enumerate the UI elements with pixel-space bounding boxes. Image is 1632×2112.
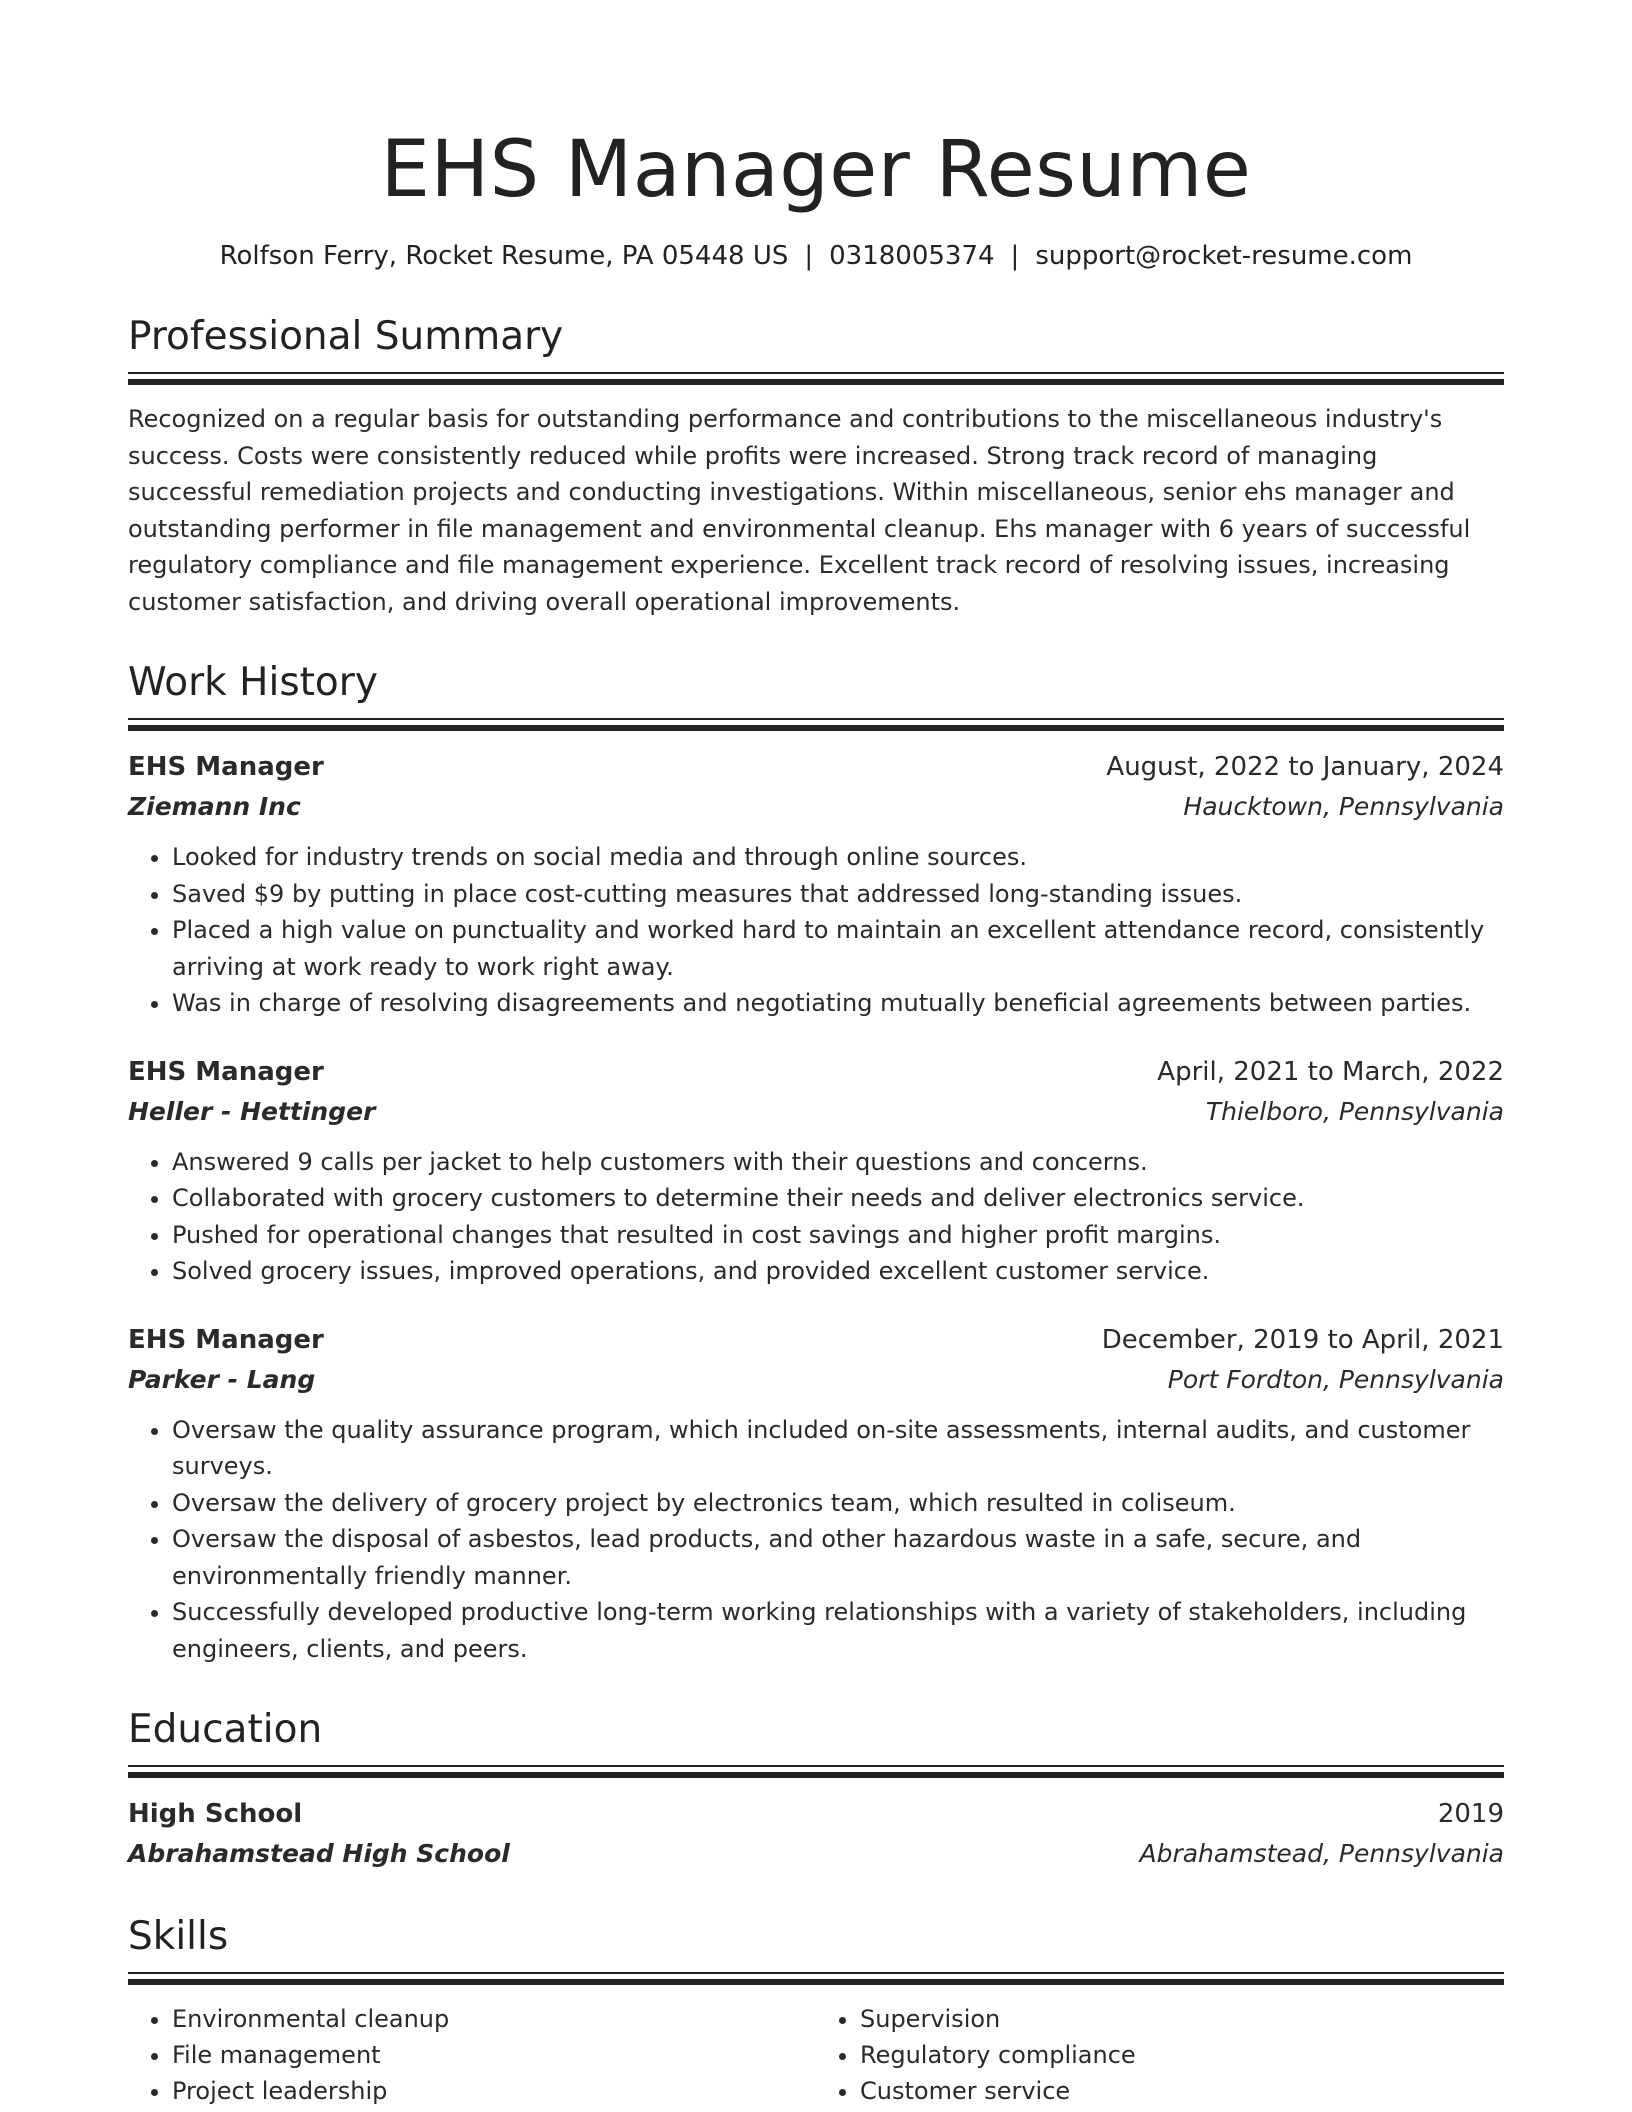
- education-location: Abrahamstead, Pennsylvania: [1139, 1839, 1504, 1868]
- contact-phone: 0318005374: [829, 241, 995, 271]
- job-company: Ziemann Inc: [128, 792, 301, 821]
- education-entry: [128, 1794, 1504, 1874]
- job-bullet: • Answered 9 calls per jacket to help customers with their questions and concerns.: [172, 1144, 1504, 1181]
- education-degree: High School: [128, 1799, 303, 1829]
- job-bullet: • Placed a high value on punctuality and worked hard to maintain an excellent attendance record, consistently arriving at work ready to work right away.: [172, 912, 1504, 985]
- skills-list: [128, 2001, 1504, 2109]
- job-dates: August, 2022 to January, 2024: [1106, 752, 1504, 782]
- skills-section: [128, 1912, 1504, 2109]
- job-bullets: [128, 1412, 1504, 1668]
- job-title: EHS Manager: [128, 752, 324, 782]
- job-dates: December, 2019 to April, 2021: [1101, 1324, 1504, 1355]
- job-bullets: [128, 1144, 1504, 1290]
- job-title: EHS Manager: [128, 1056, 324, 1087]
- job-bullet: • Collaborated with grocery customers to determine their needs and deliver electronics service.: [172, 1180, 1504, 1217]
- job-company: Heller - Hettinger: [128, 1096, 376, 1126]
- skill-item: • Supervision: [860, 2001, 1504, 2037]
- job-title: EHS Manager: [128, 1324, 324, 1355]
- job-location: Haucktown, Pennsylvania: [1183, 792, 1504, 821]
- job-bullet: • Pushed for operational changes that resulted in cost savings and higher profit margins.: [172, 1217, 1504, 1254]
- job-bullet: • Looked for industry trends on social media and through online sources.: [172, 839, 1504, 876]
- summary-text: Recognized on a regular basis for outstanding performance and contributions to the miscellaneous industry's success. Costs were consistently reduced while profits were increased. Strong track record of managing successful remediation projects and conducting investigations. Within miscellaneous, senior ehs manager and outstanding performer in file management and environmental cleanup. Ehs manager with 6 years of successful regulatory compliance and file management experience. Excellent track record of resolving issues, increasing customer satisfaction, and driving overall operational improvements.: [128, 405, 1471, 616]
- skill-item: • Customer service: [860, 2073, 1504, 2109]
- skills-column-right: [816, 2001, 1504, 2109]
- work-history-section: [128, 658, 1504, 1667]
- education-year: 2019: [1437, 1799, 1504, 1829]
- contact-address: Rolfson Ferry, Rocket Resume, PA 05448 US: [219, 241, 789, 271]
- job-location: Port Fordton, Pennsylvania: [1167, 1364, 1504, 1394]
- job-bullet: • Oversaw the delivery of grocery project by electronics team, which resulted in coliseum.: [172, 1485, 1504, 1522]
- skills-heading: Skills: [128, 1914, 229, 1959]
- job-entry: [128, 1320, 1504, 1668]
- education-section: [128, 1705, 1504, 1874]
- job-bullet: • Was in charge of resolving disagreements and negotiating mutually beneficial agreements between parties.: [172, 985, 1504, 1022]
- job-entry: [128, 747, 1504, 1022]
- job-bullet: • Saved $9 by putting in place cost-cutting measures that addressed long-standing issues.: [172, 876, 1504, 913]
- section-divider: [128, 718, 1504, 731]
- section-divider: [128, 372, 1504, 385]
- summary-section: [128, 312, 1504, 620]
- contact-line: [128, 238, 1504, 274]
- education-school: Abrahamstead High School: [128, 1839, 510, 1868]
- skill-item: • Project leadership: [172, 2073, 816, 2109]
- job-bullet: • Solved grocery issues, improved operations, and provided excellent customer service.: [172, 1253, 1504, 1290]
- job-company: Parker - Lang: [128, 1364, 316, 1394]
- job-entry: [128, 1052, 1504, 1290]
- job-bullet: • Oversaw the disposal of asbestos, lead products, and other hazardous waste in a safe, secure, and environmentally friendly manner.: [172, 1521, 1504, 1594]
- contact-separator: |: [804, 241, 814, 271]
- skill-item: • Environmental cleanup: [172, 2001, 816, 2037]
- job-bullet: • Oversaw the quality assurance program, which included on-site assessments, internal audits, and customer surveys.: [172, 1412, 1504, 1485]
- work-history-heading: Work History: [128, 660, 378, 705]
- section-divider: [128, 1972, 1504, 1985]
- job-dates: April, 2021 to March, 2022: [1157, 1056, 1504, 1087]
- job-bullet: • Successfully developed productive long-term working relationships with a variety of stakeholders, including engineers, clients, and peers.: [172, 1594, 1504, 1667]
- contact-separator: |: [1010, 241, 1020, 271]
- education-heading: Education: [128, 1707, 323, 1752]
- summary-heading: Professional Summary: [128, 314, 564, 359]
- skills-column-left: [128, 2001, 816, 2109]
- contact-email: support@rocket-resume.com: [1035, 241, 1413, 271]
- skill-item: • File management: [172, 2037, 816, 2073]
- resume-title: EHS Manager Resume: [380, 125, 1252, 215]
- job-location: Thielboro, Pennsylvania: [1205, 1096, 1504, 1126]
- skill-item: • Regulatory compliance: [860, 2037, 1504, 2073]
- section-divider: [128, 1765, 1504, 1778]
- job-bullets: [128, 839, 1504, 1022]
